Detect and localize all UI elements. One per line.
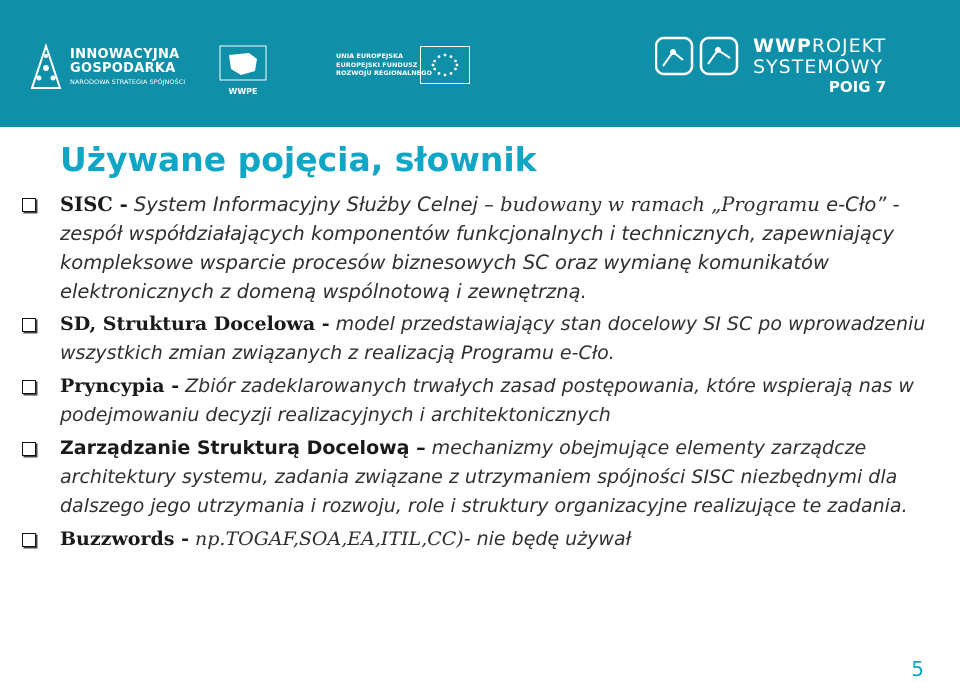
- wwpe-logo: [218, 45, 268, 96]
- wwp-line2: SYSTEMOWY: [753, 56, 884, 78]
- checkbox-bullet-icon: [22, 442, 36, 456]
- innowacyjna-gospodarka-logo: [28, 42, 185, 92]
- poland-map-icon: [219, 45, 267, 81]
- list-item-pryncypia: [22, 372, 947, 430]
- desc-sisc-serif: budowany w ramach „Programu: [500, 193, 820, 216]
- desc-sd: model przedstawiający stan docelowy SI SC po wprowadzeniu wszystkich zmian związanych z realizacją Programu e-Cło.: [60, 313, 926, 364]
- list-item-sisc: [22, 190, 947, 306]
- list-item-buzzwords: [22, 525, 947, 554]
- checkbox-bullet-icon: [22, 198, 36, 212]
- desc-sisc-b: e-Cło” - zespół współdziałających komponentów funkcjonalnych i technicznych, zapewniający kompleksowe wsparcie procesów biznesowych SC oraz wymianę komunikatów elektronicznych z domeną wspólnotową i zewnętrzną.: [60, 193, 900, 303]
- term-buzzwords: Buzzwords -: [60, 528, 189, 550]
- desc-sisc-a: System Informacyjny Służby Celnej –: [127, 193, 501, 216]
- ig-line1: INNOWACYJNA: [70, 46, 180, 62]
- ig-line3: NARODOWA STRATEGIA SPÓJNOŚCI: [70, 77, 186, 86]
- term-zsd: Zarządzanie Strukturą Docelową –: [60, 437, 426, 459]
- innowacyjna-gospodarka-mark-icon: [28, 42, 64, 92]
- definitions-list: [22, 190, 947, 558]
- header-bar: [0, 0, 960, 118]
- desc-buzzwords: - nie będę używał: [463, 528, 632, 550]
- wwpe-text: WWPE: [228, 87, 258, 96]
- page-title: Używane pojęcia, słownik: [60, 140, 537, 179]
- wwp-bold: WWP: [753, 35, 812, 57]
- wwp-rest: ROJEKT: [811, 35, 887, 57]
- eu-flag-icon: [420, 46, 470, 84]
- eu-line2: EUROPEJSKI FUNDUSZ: [336, 60, 418, 69]
- checkbox-bullet-icon: [22, 533, 36, 547]
- list-item-zsd: [22, 434, 947, 521]
- checkbox-bullet-icon: [22, 318, 36, 332]
- wwp-line3: POIG 7: [828, 78, 887, 96]
- desc-buzzwords-serif: np.TOGAF,SOA,EA,ITIL,CC): [188, 528, 464, 550]
- desc-pryncypia: Zbiór zadeklarowanych trwałych zasad postępowania, które wspierają nas w podejmowaniu decyzji realizacyjnych i architektonicznych: [60, 375, 914, 426]
- term-sd: SD, Struktura Docelowa -: [60, 313, 330, 335]
- eu-line3: ROZWOJU REGIONALNEGO: [336, 69, 432, 77]
- ig-line2: GOSPODARKA: [70, 60, 176, 76]
- wwp-projekt-systemowy-logo: [655, 36, 886, 96]
- wwp-network-icon: [655, 36, 741, 76]
- desc-zsd: mechanizmy obejmujące elementy zarządcze architektury systemu, zadania związane z utrzymaniem spójności SISC niezbędnymi dla dalszego jego utrzymania i rozwoju, role i struktury organizacyjne realizujące te zadania.: [60, 437, 908, 517]
- eu-fund-text: [336, 52, 432, 78]
- header-divider: [0, 117, 960, 127]
- checkbox-bullet-icon: [22, 380, 36, 394]
- term-pryncypia: Pryncypia -: [60, 375, 180, 397]
- page-number: 5: [911, 657, 924, 681]
- eu-line1: UNIA EUROPEJSKA: [336, 52, 404, 60]
- term-sisc: SISC -: [60, 193, 128, 216]
- list-item-sd: [22, 310, 947, 368]
